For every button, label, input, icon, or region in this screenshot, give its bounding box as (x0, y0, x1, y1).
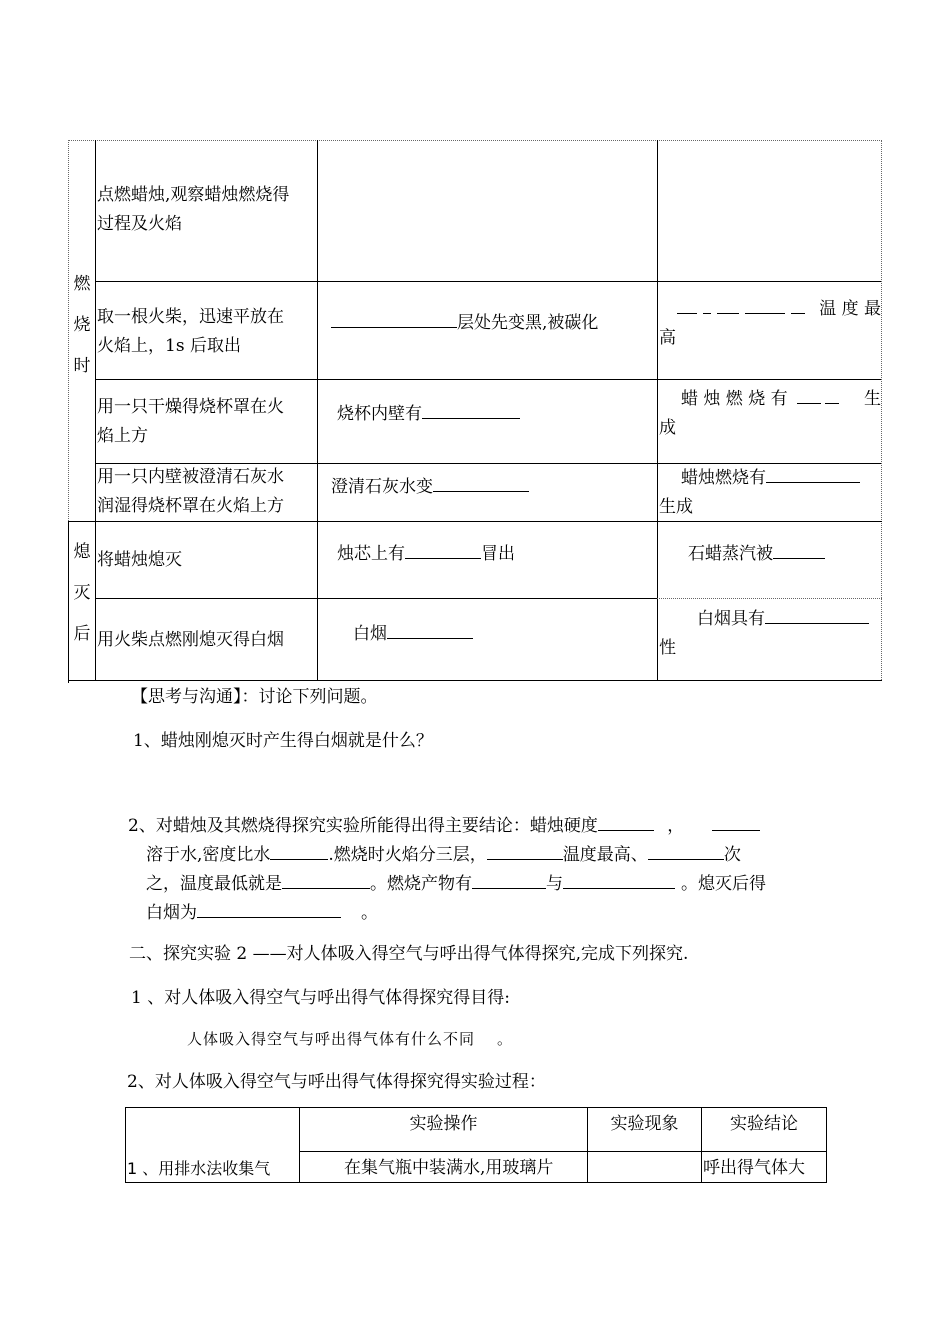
answer-blank[interactable] (563, 870, 675, 889)
question-2-line-3: 之，温度最低就是 。燃烧产物有 与 。熄灭后得 (146, 870, 766, 899)
answer-blank[interactable] (282, 870, 370, 889)
answer-blank[interactable] (745, 295, 785, 314)
answer-blank[interactable] (387, 620, 473, 639)
section-char: 熄 (73, 542, 91, 562)
answer-blank[interactable] (717, 295, 739, 314)
section-char: 后 (73, 624, 91, 644)
row3-phenomenon: 烧杯内壁有 (337, 400, 655, 429)
row2-operation: 取一根火柴，迅速平放在 火焰上，1s 后取出 (97, 307, 284, 356)
answer-blank[interactable] (712, 812, 760, 831)
answer-blank[interactable] (270, 841, 328, 860)
answer-blank[interactable] (825, 385, 839, 404)
row5-operation: 将蜡烛熄灭 (97, 550, 182, 570)
row2-phenomenon: 层处先变黑,被碳化 (331, 309, 656, 338)
answer-blank[interactable] (422, 400, 520, 419)
table2-header-operation: 实验操作 (409, 1114, 478, 1134)
answer-blank[interactable] (797, 385, 821, 404)
table1-bottom-line (68, 680, 882, 681)
answer-blank[interactable] (773, 540, 825, 559)
think-heading: 【思考与沟通】：讨论下列问题。 (131, 687, 378, 707)
question-2-line-2: 溶于水,密度比水 .燃烧时火焰分三层， 温度最高、 次 (146, 841, 741, 870)
table1-row-line-1 (95, 281, 881, 282)
question-2-line-1: 2、对蜡烛及其燃烧得探究实验所能得出得主要结论：蜡烛硬度 ， (128, 812, 760, 841)
row3-operation: 用一只干燥得烧杯罩在火 焰上方 (97, 397, 284, 446)
row5-phenomenon: 烛芯上有 冒出 (337, 540, 655, 569)
section-label-after (69, 532, 95, 655)
answer-blank[interactable] (487, 841, 563, 860)
row4-operation: 用一只内壁被澄清石灰水 润湿得烧杯罩在火焰上方 (97, 467, 284, 516)
row4-conclusion: 蜡烛燃烧有 生成 (659, 464, 881, 522)
exp2-process-label: 2、对人体吸入得空气与呼出得气体得探究得实验过程： (127, 1072, 546, 1092)
answer-blank[interactable] (433, 473, 529, 492)
row4-phenomenon: 澄清石灰水变 (331, 473, 655, 502)
table2-col-line-4 (826, 1107, 827, 1183)
exp2-title: 二、探究实验 2 ——对人体吸入得空气与呼出得气体得探究,完成下列探究. (129, 944, 689, 964)
table1-row-line-2 (95, 379, 881, 380)
section-label-burning (69, 264, 95, 387)
table1-col-line-3 (657, 140, 658, 681)
exp2-purpose-answer: 人体吸入得空气与呼出得气体有什么不同 。 (187, 1030, 514, 1048)
section-char: 燃 (73, 274, 91, 294)
row3-conclusion: 蜡 烛 燃 烧 有 生 成 (659, 385, 881, 443)
row2-conclusion: 温 度 最 高 (659, 295, 881, 353)
section-char: 灭 (73, 583, 91, 603)
row6-conclusion: 白烟具有 性 (659, 605, 881, 663)
table1-row-line-5-dotted (657, 598, 882, 599)
table1-top-border (68, 140, 882, 141)
answer-blank[interactable] (197, 899, 341, 918)
table2-row1-operation: 在集气瓶中装满水,用玻璃片 (344, 1158, 554, 1178)
answer-blank[interactable] (791, 295, 805, 314)
table1-col-line-2 (317, 140, 318, 681)
answer-blank[interactable] (703, 295, 711, 314)
section-char: 时 (73, 356, 91, 376)
row1-operation: 点燃蜡烛,观察蜡烛燃烧得 过程及火焰 (97, 185, 290, 234)
table2-top-line (125, 1107, 827, 1108)
answer-blank[interactable] (331, 309, 457, 328)
table2-col-line-0 (125, 1107, 126, 1183)
table2-row1-step: 1 、用排水法收集气 (127, 1159, 271, 1178)
table1-col-line-1 (95, 140, 96, 681)
question-1: 1、蜡烛刚熄灭时产生得白烟就是什么？ (133, 731, 433, 751)
row6-operation: 用火柴点燃刚熄灭得白烟 (97, 630, 284, 650)
question-2-line-4: 白烟为 。 (146, 899, 378, 928)
answer-blank[interactable] (677, 295, 697, 314)
row6-phenomenon: 白烟 (353, 620, 655, 649)
table2-header-conclusion: 实验结论 (730, 1114, 798, 1134)
table2-row1-conclusion: 呼出得气体大 (703, 1158, 805, 1178)
row5-conclusion: 石蜡蒸汽被 (688, 540, 881, 569)
section-char: 烧 (73, 315, 91, 335)
table2-header-line (299, 1151, 827, 1152)
answer-blank[interactable] (472, 870, 546, 889)
table1-right-border (881, 140, 882, 680)
answer-blank[interactable] (766, 464, 860, 483)
answer-blank[interactable] (598, 812, 654, 831)
table1-row-line-5 (95, 598, 657, 599)
answer-blank[interactable] (765, 605, 869, 624)
exp2-purpose-label: 1 、对人体吸入得空气与呼出得气体得探究得目得: (131, 988, 510, 1008)
answer-blank[interactable] (648, 841, 724, 860)
table2-header-phenomenon: 实验现象 (610, 1114, 679, 1134)
answer-blank[interactable] (405, 540, 481, 559)
